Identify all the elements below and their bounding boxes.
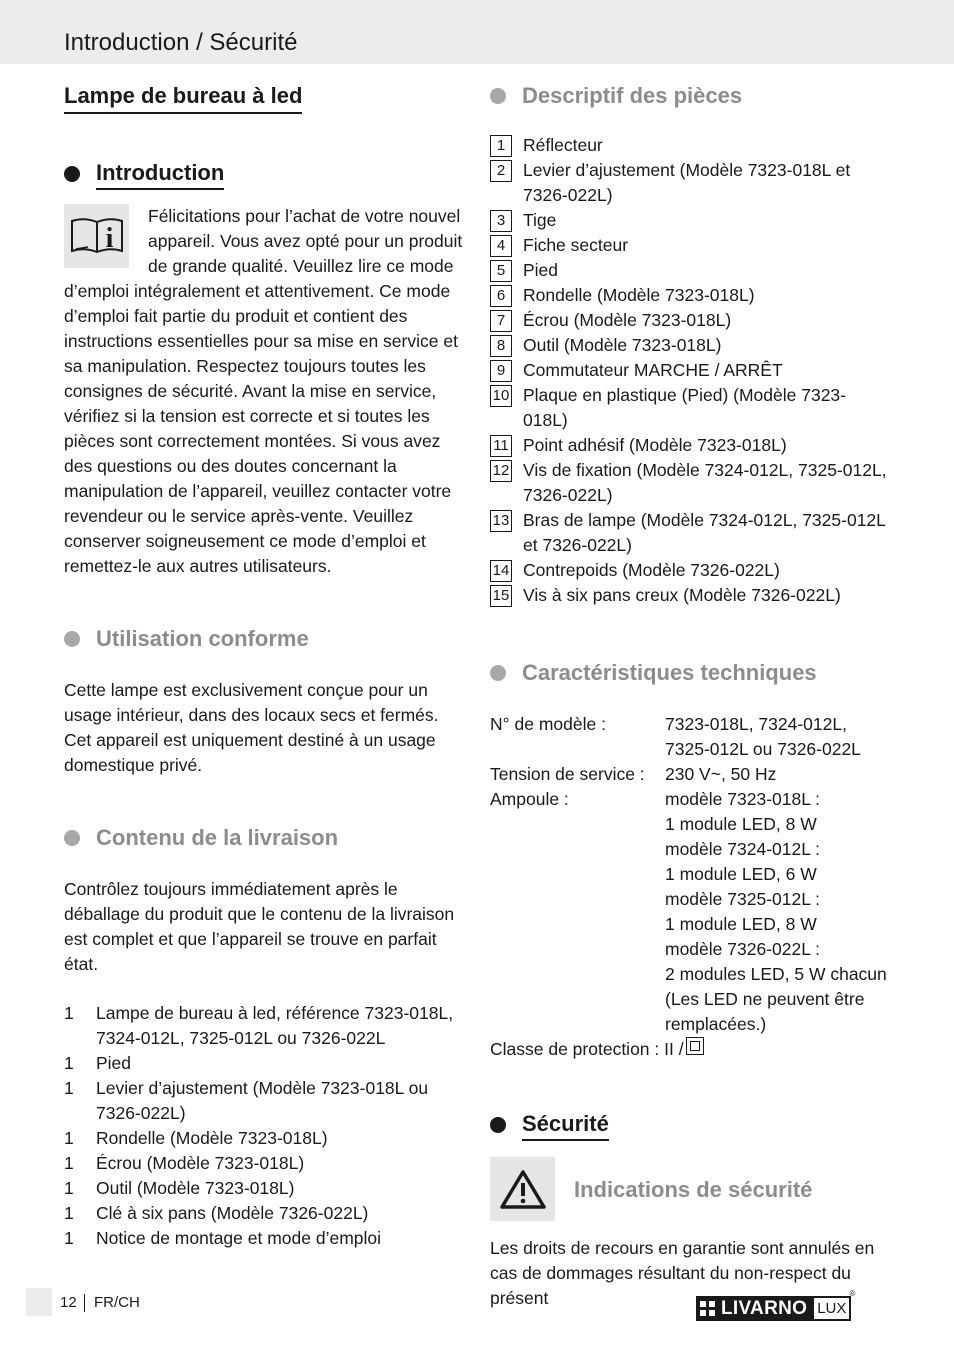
spec-row: Ampoule : modèle 7323-018L : 1 module LED, 8 W modèle 7324-012L : 1 module LED, 6 W modèle 7325-012L : 1 module LED, 8 W modèle 7326-022L : 2 modules LED, 5 W chacun (Les LED ne peuvent être remplacées.): [490, 789, 887, 1034]
list-item: 1 Levier d’ajustement (Modèle 7323-018L ou 7326-022L): [64, 1078, 429, 1123]
list-item: 9 Commutateur MARCHE / ARRÊT: [490, 358, 890, 383]
left-column: [64, 78, 464, 1251]
list-item: 1 Lampe de bureau à led, référence 7323-018L, 7324-012L, 7325-012L ou 7326-022L: [64, 1003, 454, 1048]
list-item: 15 Vis à six pans creux (Modèle 7326-022L): [490, 583, 890, 608]
logo-text: LIVARNO: [721, 1298, 808, 1319]
safety-subheading-row: [490, 1157, 890, 1221]
heading-text: Introduction: [96, 158, 224, 190]
introduction-text: Félicitations pour l’achat de votre nouvel appareil. Vous avez opté pour un produit de grande qualité. Veuillez lire ce mode d’emploi intégralement et attentivement. Ce mode d’emploi fait partie du produit et contient des instructions essentielles pour sa mise en service et sa manipulation. Respectez toujours toutes les consignes de sécurité. Avant la mise en service, vérifiez si la tension est correcte et si toutes les pièces sont correctement montées. Si vous avez des questions ou des doutes concernant la manipulation de l’appareil, veuillez contacter votre revendeur ou le service après-vente. Veuillez conserver soigneusement ce mode d’emploi et remettez-le aux autres utilisateurs.: [64, 206, 463, 576]
warning-triangle-icon: [490, 1157, 555, 1221]
list-item: 1 Rondelle (Modèle 7323-018L): [64, 1128, 328, 1148]
page-number: 12: [60, 1294, 77, 1311]
logo-mark-icon: [700, 1301, 715, 1316]
part-number: 9: [490, 360, 512, 382]
list-item: 13 Bras de lampe (Modèle 7324-012L, 7325-012L et 7326-022L): [490, 508, 890, 558]
safety-text: Les droits de recours en garantie sont annulés en cas de dommages résultant du non-respect du présent: [490, 1238, 875, 1308]
logo-lux: LUX ®: [812, 1296, 851, 1321]
svg-text:i: i: [105, 223, 113, 254]
part-number: 3: [490, 210, 512, 232]
list-item: 10 Plaque en plastique (Pied) (Modèle 7323-018L): [490, 383, 890, 433]
list-item: 8 Outil (Modèle 7323-018L): [490, 333, 890, 358]
list-item: 1 Réflecteur: [490, 133, 890, 158]
bullet-dot-icon: [64, 830, 80, 846]
info-book-icon: [64, 204, 129, 268]
list-item: 4 Fiche secteur: [490, 233, 890, 258]
heading-text: Descriptif des pièces: [522, 83, 743, 108]
introduction-block: [64, 204, 464, 579]
list-item: 12 Vis de fixation (Modèle 7324-012L, 7325-012L, 7326-022L): [490, 458, 890, 508]
section-heading-safety: [490, 1109, 890, 1141]
spec-row: Classe de protection : II /: [490, 1037, 890, 1062]
list-item: 14 Contrepoids (Modèle 7326-022L): [490, 558, 890, 583]
heading-text: Contenu de la livraison: [96, 825, 339, 850]
section-heading-introduction: [64, 158, 464, 190]
list-item: 5 Pied: [490, 258, 890, 283]
language-code: FR/CH: [94, 1294, 140, 1311]
list-item: 1 Outil (Modèle 7323-018L): [64, 1178, 295, 1198]
section-heading-contents: [64, 823, 464, 853]
part-number: 7: [490, 310, 512, 332]
page-header-title: Introduction / Sécurité: [64, 29, 298, 56]
part-number: 15: [490, 585, 512, 607]
list-item: 2 Levier d’ajustement (Modèle 7323-018L et 7326-022L): [490, 158, 890, 208]
part-number: 4: [490, 235, 512, 257]
part-number: 8: [490, 335, 512, 357]
list-item: 11 Point adhésif (Modèle 7323-018L): [490, 433, 890, 458]
part-number: 11: [490, 435, 512, 457]
bullet-dot-icon: [490, 665, 506, 681]
bullet-dot-icon: [64, 166, 80, 182]
specs-table: [490, 712, 890, 1062]
section-heading-usage: [64, 624, 464, 654]
list-item: 1 Écrou (Modèle 7323-018L): [64, 1153, 305, 1173]
part-number: 12: [490, 460, 512, 482]
list-item: 1 Clé à six pans (Modèle 7326-022L): [64, 1203, 369, 1223]
heading-text: Sécurité: [522, 1109, 609, 1141]
right-column: [490, 78, 890, 1311]
part-number: 2: [490, 160, 512, 182]
safety-sub-heading: Indications de sécurité: [574, 1176, 813, 1202]
bullet-dot-icon: [64, 631, 80, 647]
bullet-dot-icon: [490, 88, 506, 104]
list-item: 7 Écrou (Modèle 7323-018L): [490, 308, 890, 333]
contents-text: Contrôlez toujours immédiatement après le déballage du produit que le contenu de la livraison est complet et que l’appareil se trouve en parfait état.: [64, 879, 455, 974]
list-item: 3 Tige: [490, 208, 890, 233]
logo-main: [696, 1296, 812, 1321]
brand-logo: [696, 1289, 856, 1321]
heading-text: Caractéristiques techniques: [522, 660, 817, 685]
usage-text: Cette lampe est exclusivement conçue pour un usage intérieur, dans des locaux secs et fermés. Cet appareil est uniquement destiné à un usage domestique privé.: [64, 680, 439, 775]
part-number: 10: [490, 385, 512, 407]
list-item: 1 Notice de montage et mode d’emploi: [64, 1228, 382, 1248]
section-heading-specs: [490, 658, 890, 688]
double-insulation-icon: [686, 1037, 704, 1055]
list-item: 1 Pied: [64, 1053, 132, 1073]
heading-text: Utilisation conforme: [96, 626, 309, 651]
part-number: 6: [490, 285, 512, 307]
list-item: 6 Rondelle (Modèle 7323-018L): [490, 283, 890, 308]
registered-mark: ®: [849, 1289, 856, 1298]
part-number: 14: [490, 560, 512, 582]
footer-box: [26, 1288, 52, 1316]
bullet-dot-icon: [490, 1117, 506, 1133]
document-title: Lampe de bureau à led: [64, 81, 302, 114]
part-number: 13: [490, 510, 512, 532]
footer-divider: [84, 1294, 85, 1312]
part-number: 1: [490, 135, 512, 157]
section-heading-parts: [490, 81, 890, 111]
contents-list: [64, 1001, 464, 1251]
parts-list: [490, 133, 890, 608]
spec-row: Tension de service : 230 V~, 50 Hz: [490, 764, 777, 784]
spec-row: N° de modèle : 7323-018L, 7324-012L, 7325-012L ou 7326-022L: [490, 714, 861, 759]
part-number: 5: [490, 260, 512, 282]
